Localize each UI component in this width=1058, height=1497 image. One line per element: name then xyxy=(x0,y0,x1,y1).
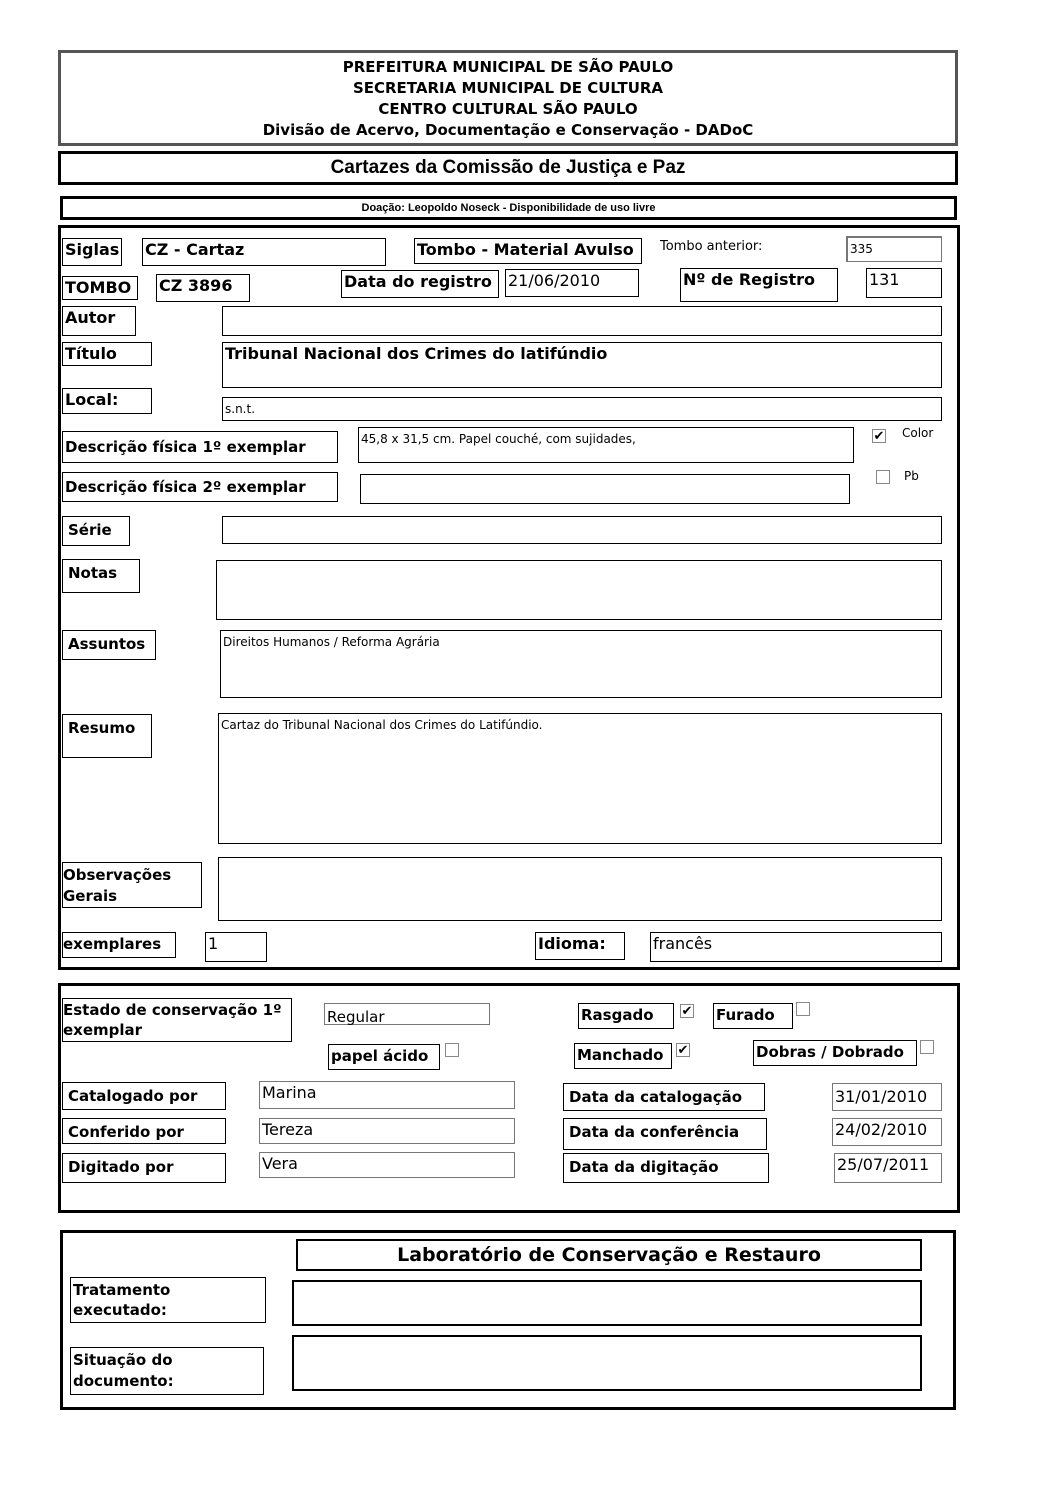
papel-acido-checkbox[interactable] xyxy=(445,1043,459,1057)
titulo-field[interactable]: Tribunal Nacional dos Crimes do latifúndio xyxy=(222,342,942,388)
rasgado-label: Rasgado xyxy=(578,1003,674,1029)
serie-field[interactable] xyxy=(222,516,942,544)
manchado-label: Manchado xyxy=(574,1043,672,1069)
descricao-2-field[interactable] xyxy=(360,474,850,504)
assuntos-field[interactable]: Direitos Humanos / Reforma Agrária xyxy=(220,630,942,698)
catalogado-label: Catalogado por xyxy=(62,1082,226,1110)
tombo-field[interactable]: CZ 3896 xyxy=(156,274,250,302)
pb-checkbox[interactable] xyxy=(876,470,890,484)
tombo-anterior-field[interactable]: 335 xyxy=(846,236,942,262)
data-registro-label: Data do registro xyxy=(341,270,499,298)
data-digitacao-field[interactable]: 25/07/2011 xyxy=(834,1153,942,1183)
autor-field[interactable] xyxy=(222,306,942,336)
situacao-label: Situação do documento: xyxy=(70,1347,264,1395)
lab-title: Laboratório de Conservação e Restauro xyxy=(296,1239,922,1271)
exemplares-label: exemplares xyxy=(62,932,176,958)
idioma-field[interactable]: francês xyxy=(650,932,942,962)
manchado-checkbox[interactable]: ✔ xyxy=(677,1043,689,1058)
furado-checkbox[interactable] xyxy=(796,1002,810,1016)
tombo-label: TOMBO xyxy=(62,276,138,300)
situacao-field[interactable] xyxy=(292,1335,922,1391)
dobras-checkbox[interactable] xyxy=(920,1040,934,1054)
resumo-field[interactable]: Cartaz do Tribunal Nacional dos Crimes do Latifúndio. xyxy=(218,713,942,844)
digitado-label: Digitado por xyxy=(62,1153,226,1183)
catalogado-field[interactable]: Marina xyxy=(259,1081,515,1109)
descricao-1-label: Descrição física 1º exemplar xyxy=(62,431,338,463)
num-registro-label: Nº de Registro xyxy=(680,268,838,302)
header-line-1: PREFEITURA MUNICIPAL DE SÃO PAULO xyxy=(342,58,674,76)
notas-field[interactable] xyxy=(216,560,942,620)
header-line-4: Divisão de Acervo, Documentação e Conservação - DADoC xyxy=(262,121,754,139)
descricao-1-field[interactable]: 45,8 x 31,5 cm. Papel couché, com sujidades, xyxy=(358,427,854,463)
tratamento-label: Tratamento executado: xyxy=(70,1277,266,1323)
donation-note: Doação: Leopoldo Noseck - Disponibilidade de uso livre xyxy=(60,196,957,220)
titulo-label: Título xyxy=(62,342,152,366)
siglas-label: Siglas xyxy=(62,238,122,266)
local-field[interactable]: s.n.t. xyxy=(222,397,942,421)
dobras-label: Dobras / Dobrado xyxy=(753,1040,917,1066)
data-conferencia-field[interactable]: 24/02/2010 xyxy=(832,1118,942,1146)
assuntos-label: Assuntos xyxy=(62,630,156,660)
collection-title: Cartazes da Comissão de Justiça e Paz xyxy=(58,151,958,185)
autor-label: Autor xyxy=(62,306,136,336)
institution-header xyxy=(58,50,958,146)
notas-label: Notas xyxy=(62,559,140,593)
data-registro-field[interactable]: 21/06/2010 xyxy=(505,269,639,297)
rasgado-checkbox[interactable]: ✔ xyxy=(681,1004,693,1019)
estado-conservacao-label: Estado de conservação 1º exemplar xyxy=(62,998,292,1042)
observacoes-label: Observações Gerais xyxy=(62,862,202,908)
observacoes-field[interactable] xyxy=(218,857,942,921)
siglas-field[interactable]: CZ - Cartaz xyxy=(142,238,386,266)
estado-conservacao-field[interactable]: Regular xyxy=(324,1003,490,1025)
idioma-label: Idioma: xyxy=(535,932,625,960)
data-digitacao-label: Data da digitação xyxy=(563,1153,769,1183)
local-label: Local: xyxy=(62,388,152,414)
serie-label: Série xyxy=(62,516,130,546)
pb-label: Pb xyxy=(904,469,919,483)
exemplares-field[interactable]: 1 xyxy=(205,932,267,962)
conferido-label: Conferido por xyxy=(62,1118,226,1144)
data-catalogacao-label: Data da catalogação xyxy=(563,1083,765,1111)
papel-acido-label: papel ácido xyxy=(328,1044,440,1070)
digitado-field[interactable]: Vera xyxy=(259,1152,515,1178)
resumo-label: Resumo xyxy=(62,714,152,758)
conferido-field[interactable]: Tereza xyxy=(259,1118,515,1144)
color-checkbox[interactable]: ✔ xyxy=(873,429,885,444)
tombo-material-label: Tombo - Material Avulso xyxy=(414,238,642,264)
data-conferencia-label: Data da conferência xyxy=(563,1118,767,1150)
furado-label: Furado xyxy=(713,1003,793,1029)
header-line-3: CENTRO CULTURAL SÃO PAULO xyxy=(378,100,638,118)
num-registro-field[interactable]: 131 xyxy=(866,268,942,298)
color-label: Color xyxy=(902,426,934,440)
data-catalogacao-field[interactable]: 31/01/2010 xyxy=(832,1083,942,1111)
descricao-2-label: Descrição física 2º exemplar xyxy=(62,472,338,502)
header-line-2: SECRETARIA MUNICIPAL DE CULTURA xyxy=(352,79,664,97)
tombo-anterior-label: Tombo anterior: xyxy=(660,239,763,254)
tratamento-field[interactable] xyxy=(292,1280,922,1326)
